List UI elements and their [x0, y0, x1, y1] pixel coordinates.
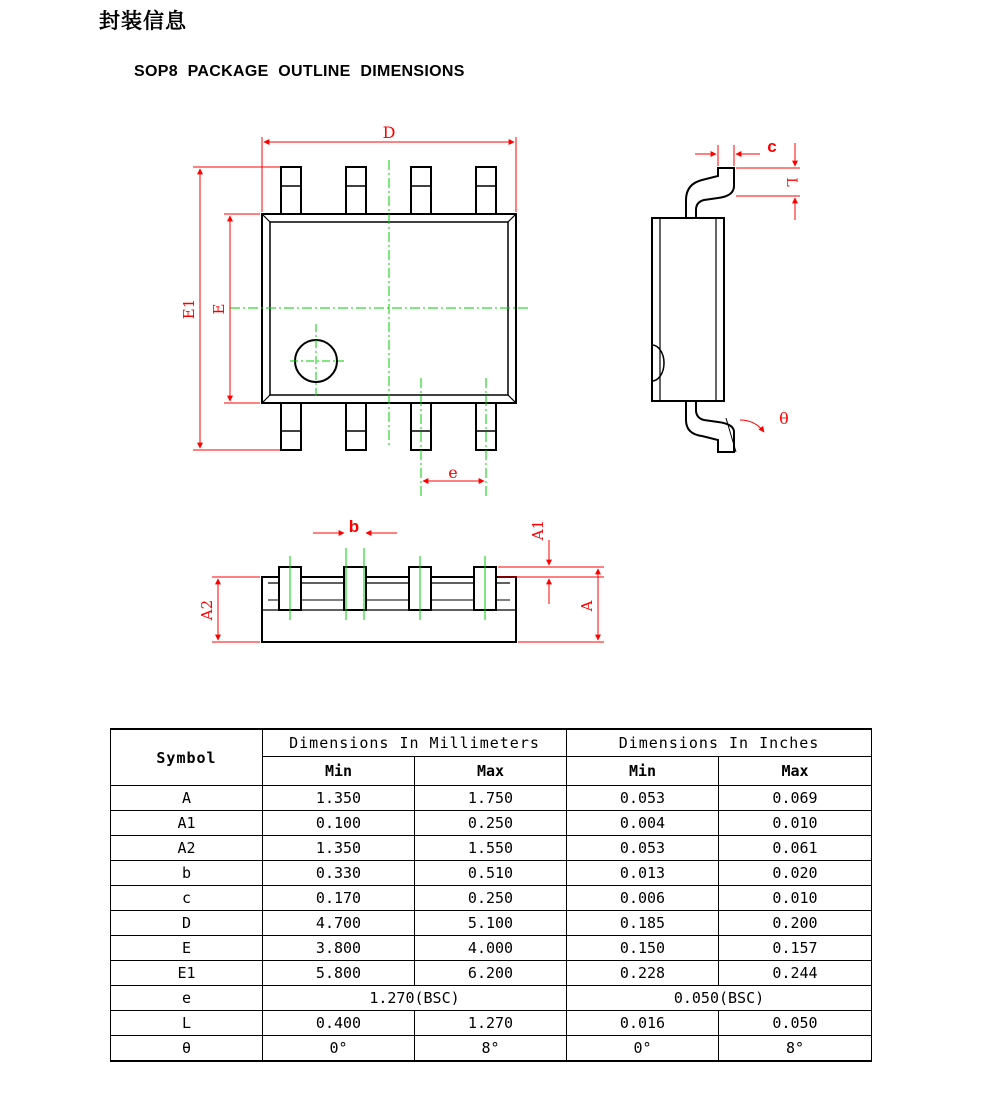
table-row	[111, 1036, 872, 1062]
in-min-cell: 0.004	[567, 811, 719, 836]
table-row	[111, 811, 872, 836]
mm-max-cell: 0.510	[415, 861, 567, 886]
mm-max-cell: 1.270	[415, 1011, 567, 1036]
in-min-cell: 0.016	[567, 1011, 719, 1036]
symbol-cell: A2	[111, 836, 263, 861]
mm-min-cell: 1.350	[263, 786, 415, 811]
mm-max-cell: 0.250	[415, 811, 567, 836]
in-min-cell: 0.228	[567, 961, 719, 986]
inch-header: Dimensions In Inches	[567, 729, 872, 757]
in-min-cell: 0°	[567, 1036, 719, 1062]
in-max-cell: 0.050	[719, 1011, 872, 1036]
in-max-header: Max	[719, 757, 872, 786]
label-b: b	[348, 517, 360, 536]
mm-min-cell: 0°	[263, 1036, 415, 1062]
table-row	[111, 786, 872, 811]
mm-max-cell: 0.250	[415, 886, 567, 911]
package-title: SOP8 PACKAGE OUTLINE DIMENSIONS	[134, 63, 465, 80]
label-D: D	[382, 123, 396, 142]
mm-min-header: Min	[263, 757, 415, 786]
side-view	[652, 137, 800, 452]
mm-min-cell: 0.100	[263, 811, 415, 836]
page-heading: 封装信息	[99, 9, 187, 33]
mm-min-cell: 5.800	[263, 961, 415, 986]
mm-min-cell: 3.800	[263, 936, 415, 961]
in-max-cell: 0.244	[719, 961, 872, 986]
symbol-cell: b	[111, 861, 263, 886]
label-c: c	[767, 137, 777, 156]
symbol-cell: c	[111, 886, 263, 911]
front-view	[198, 517, 604, 642]
in-max-cell: 0.010	[719, 811, 872, 836]
mm-min-cell: 1.350	[263, 836, 415, 861]
table-row	[111, 1011, 872, 1036]
symbol-cell: L	[111, 1011, 263, 1036]
mm-max-cell: 5.100	[415, 911, 567, 936]
label-E1: E1	[180, 298, 198, 320]
label-A: A	[578, 600, 596, 612]
in-min-cell: 0.053	[567, 786, 719, 811]
in-max-cell: 0.010	[719, 886, 872, 911]
table-row	[111, 886, 872, 911]
dimensions-table	[110, 728, 872, 1062]
mm-min-cell: 4.700	[263, 911, 415, 936]
in-min-cell: 0.006	[567, 886, 719, 911]
label-e: e	[448, 463, 458, 482]
mm-max-cell: 8°	[415, 1036, 567, 1062]
label-E: E	[210, 303, 228, 315]
mm-min-cell: 0.330	[263, 861, 415, 886]
mm-min-cell: 0.400	[263, 1011, 415, 1036]
in-max-cell: 0.020	[719, 861, 872, 886]
mm-max-cell: 1.550	[415, 836, 567, 861]
symbol-cell: A1	[111, 811, 263, 836]
symbol-cell: E	[111, 936, 263, 961]
in-max-cell: 0.061	[719, 836, 872, 861]
mm-header: Dimensions In Millimeters	[263, 729, 567, 757]
in-min-header: Min	[567, 757, 719, 786]
table-row	[111, 861, 872, 886]
mm-min-cell: 0.170	[263, 886, 415, 911]
label-theta: θ	[779, 409, 789, 428]
mm-max-cell: 6.200	[415, 961, 567, 986]
symbol-cell: E1	[111, 961, 263, 986]
symbol-cell: A	[111, 786, 263, 811]
symbol-cell: e	[111, 986, 263, 1011]
symbol-cell: D	[111, 911, 263, 936]
table-row	[111, 936, 872, 961]
mm-max-cell: 1.750	[415, 786, 567, 811]
symbol-cell: θ	[111, 1036, 263, 1062]
top-view	[180, 123, 530, 498]
in-max-cell: 0.157	[719, 936, 872, 961]
table-row	[111, 911, 872, 936]
in-min-cell: 0.013	[567, 861, 719, 886]
in-bsc-cell: 0.050(BSC)	[567, 986, 872, 1011]
in-min-cell: 0.053	[567, 836, 719, 861]
mm-max-header: Max	[415, 757, 567, 786]
in-max-cell: 0.069	[719, 786, 872, 811]
table-row	[111, 961, 872, 986]
label-A2: A2	[198, 599, 216, 621]
mm-max-cell: 4.000	[415, 936, 567, 961]
mm-bsc-cell: 1.270(BSC)	[263, 986, 567, 1011]
in-min-cell: 0.185	[567, 911, 719, 936]
symbol-header: Symbol	[111, 729, 263, 786]
in-max-cell: 8°	[719, 1036, 872, 1062]
label-A1: A1	[529, 519, 547, 541]
label-L: L	[783, 177, 799, 187]
table-row	[111, 986, 872, 1011]
table-row	[111, 836, 872, 861]
in-max-cell: 0.200	[719, 911, 872, 936]
in-min-cell: 0.150	[567, 936, 719, 961]
